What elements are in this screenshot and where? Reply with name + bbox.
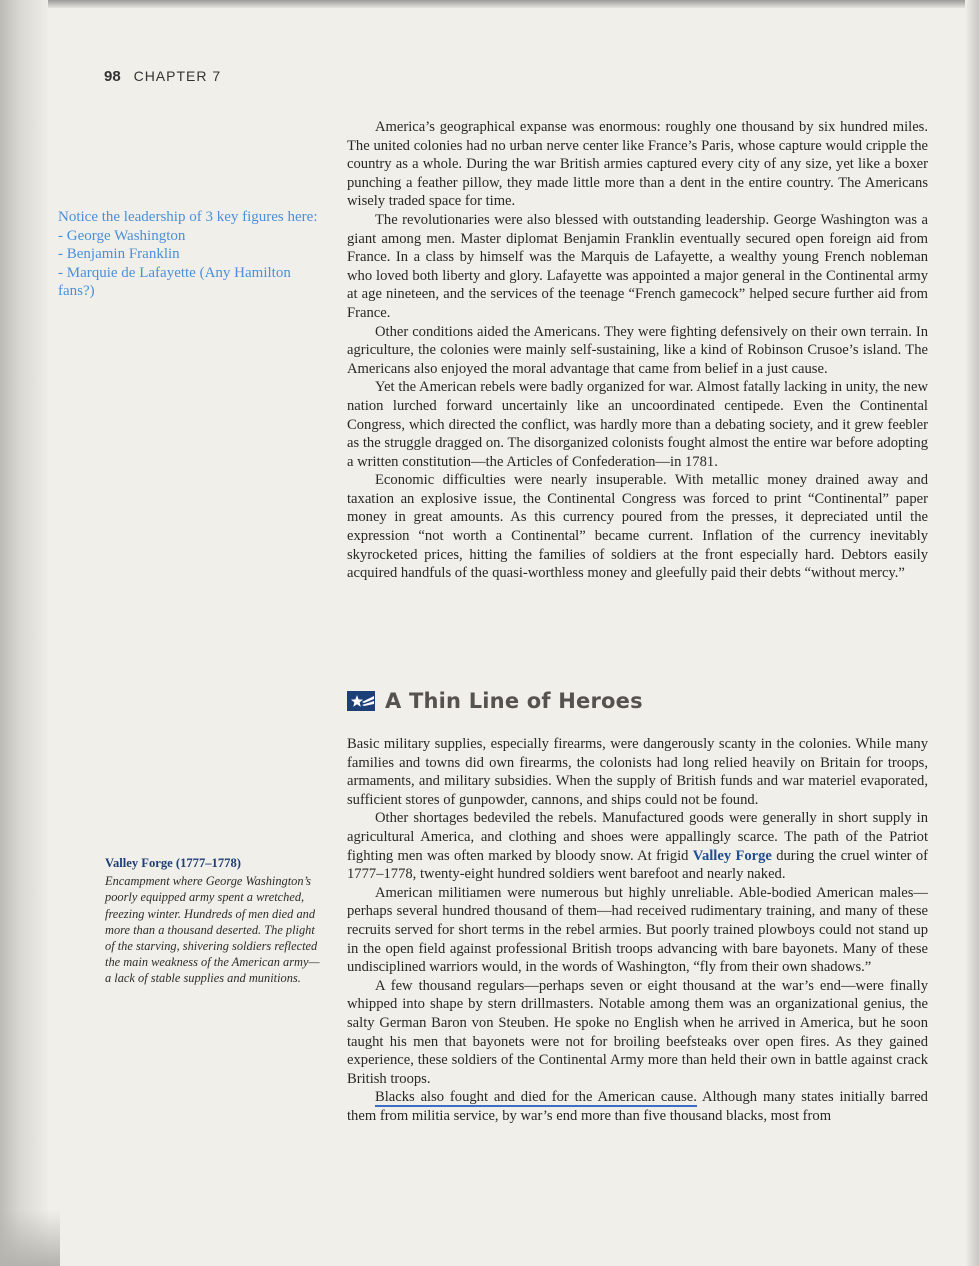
key-term-valley-forge: Valley Forge: [692, 847, 772, 864]
section-heading: [347, 686, 643, 716]
paragraph: [347, 809, 928, 883]
scan-right-edge: [965, 0, 979, 1266]
underlined-annotation: Blacks also fought and died for the American cause.: [375, 1089, 697, 1106]
body-text-upper: [347, 118, 928, 583]
paragraph: The revolutionaries were also blessed with outstanding leadership. George Washington was a giant among men. Master diplomat Benjamin Franklin eventually secured open foreign aid from France. In a class by himself was the Marquis de Lafayette, a wealthy young French nobleman who loved both liberty and glory. Lafayette was appointed a major general in the Continental army at age nineteen, and the services of the teenage “French gamecock” helped secure further aid from France.: [347, 211, 928, 321]
annotation-line: - Marquie de Lafayette (Any Hamilton fans?): [58, 264, 291, 299]
paragraph: Basic military supplies, especially firearms, were dangerously scanty in the colonies. While many families and towns did own firearms, the colonists had long relied heavily on Britain for troops, armaments, and military subsidies. When the supply of British funds and war materiel evaporated, sufficient stores of gunpowder, cannons, and ships could not be found.: [347, 736, 928, 808]
page-number: 98: [104, 68, 121, 85]
section-title: A Thin Line of Heroes: [385, 689, 643, 713]
annotation-line: Notice the leadership of 3 key figures here:: [58, 209, 318, 225]
paragraph: Economic difficulties were nearly insuperable. With metallic money drained away and taxation an explosive issue, the Continental Congress was forced to print “Continental” paper money in great amounts. As this currency poured from the presses, it depreciated until the expression “not worth a Continental” became current. Inflation of the currency inevitably skyrocketed prices, hitting the families of soldiers at the front especially hard. Debtors easily acquired handfuls of the quasi-worthless money and gleefully paid their debts “without mercy.”: [347, 472, 928, 582]
paragraph: America’s geographical expanse was enormous: roughly one thousand by six hundred miles. The united colonies had no urban nerve center like France’s Paris, whose capture would cripple the country as a whole. During the war British armies captured every city of any size, yet like a boxer punching a feather pillow, they made little more than a dent in the entire country. The Americans wisely traded space for time.: [347, 119, 928, 210]
glossary-caption: [105, 855, 320, 987]
annotation-line: - Benjamin Franklin: [58, 246, 180, 262]
paragraph: Yet the American rebels were badly organized for war. Almost fatally lacking in unity, the new nation lurched forward uncertainly like an uncoordinated centipede. Even the Continental Congress, which directed the conflict, was hardly more than a debating society, and it grew feebler as the struggle dragged on. The disorganized colonists fought almost the entire war before adopting a written constitution—the Articles of Confederation—in 1781.: [347, 379, 928, 470]
paragraph: [347, 1088, 928, 1125]
paragraph: Other conditions aided the Americans. They were fighting defensively on their own terrain. In agriculture, the colonies were mainly self-sustaining, like a kind of Robinson Crusoe’s island. The Americans also enjoyed the moral advantage that came from belief in a just cause.: [347, 323, 928, 377]
paragraph-text: Other shortages bedeviled the rebels. Manufactured goods were generally in short supply in agricultural America, and clothing and shoes were appallingly scarce. The path of the Patriot fighting men was often marked by bloody snow. At frigid: [347, 810, 928, 864]
caption-body: Encampment where George Washington’s poorly equipped army spent a wretched, freezing winter. Hundreds of men died and more than a thousand deserted. The plight of the starving, shivering soldiers reflected the main weakness of the American army—a lack of stable supplies and munitions.: [105, 874, 320, 986]
scan-corner-shadow: [0, 1210, 60, 1266]
paragraph: American militiamen were numerous but highly unreliable. Able-bodied American males—perhaps several hundred thousand of them—had received rudimentary training, and many of these recruits served for short terms in the rebel armies. But poorly trained plowboys could not stand up in the open field against professional British troops advancing with bare bayonets. Many of these undisciplined warriors would, in the words of Washington, “fly from their own shadows.”: [347, 884, 928, 976]
scan-binding-shadow: [0, 0, 48, 1266]
chapter-label: CHAPTER 7: [133, 68, 222, 84]
flag-icon: [347, 691, 375, 711]
paragraph: A few thousand regulars—perhaps seven or eight thousand at the war’s end—were finally whipped into shape by stern drillmasters. Notable among them was an organizational genius, the salty German Baron von Steuben. He spoke no English when he arrived in America, but he soon taught his men that bayonets were not for broiling beefsteaks over open fires. As they gained experience, these soldiers of the Continental Army more than held their own in battle against crack British troops.: [347, 977, 928, 1087]
scan-top-edge: [0, 0, 979, 8]
body-text-lower: [347, 735, 928, 1125]
annotation-line: - George Washington: [58, 227, 186, 244]
paragraph-text: during the cruel winter of 1777–1778, twenty-eight hundred soldiers went barefoot and nearly naked.: [347, 847, 928, 883]
caption-title: Valley Forge (1777–1778): [105, 856, 241, 870]
paragraph-text: Although many states initially barred them from militia service, by war’s end more than five thousand blacks, most from: [347, 1089, 928, 1124]
margin-annotation: [58, 208, 320, 301]
running-header: [104, 68, 221, 85]
